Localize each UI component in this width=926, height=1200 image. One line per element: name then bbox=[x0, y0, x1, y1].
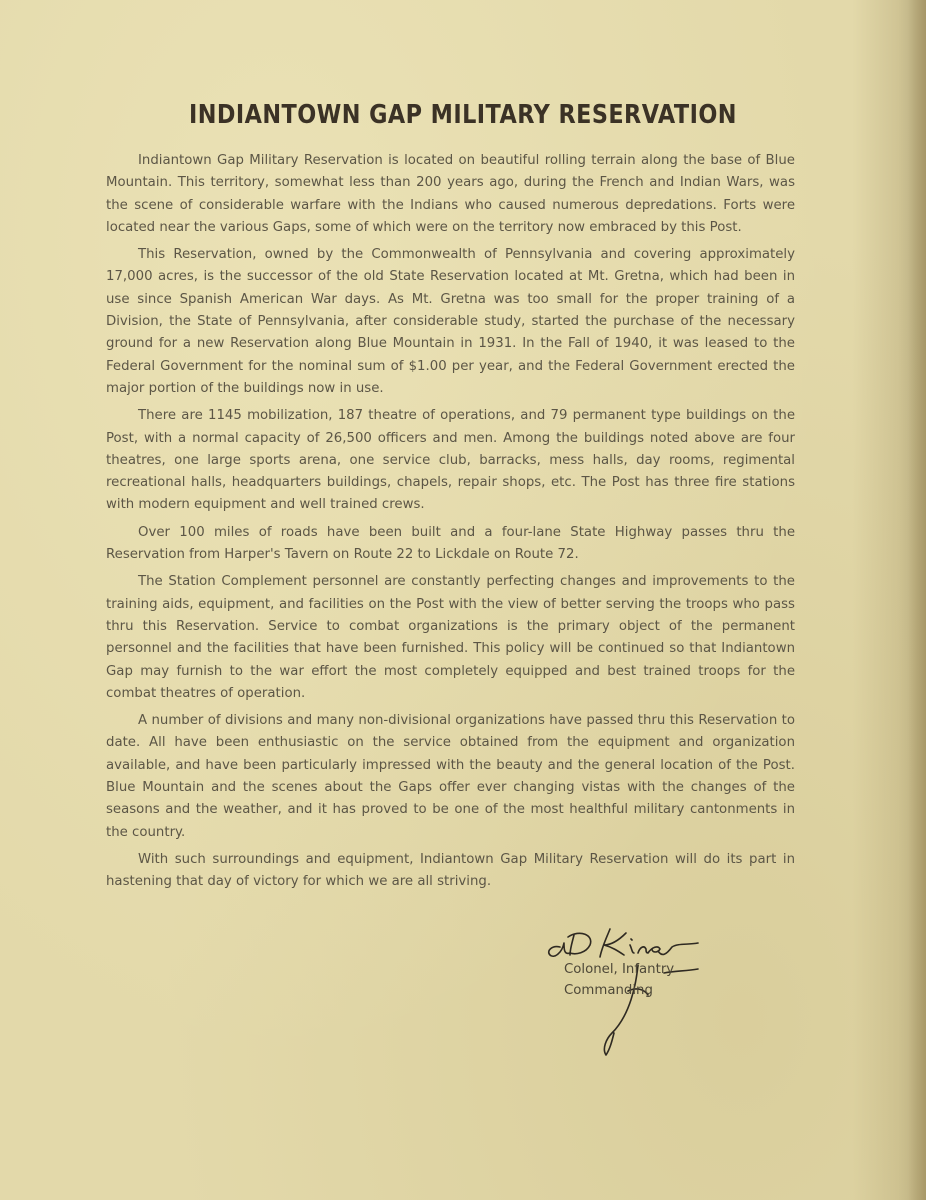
paragraph-buildings: There are 1145 mobilization, 187 theatre of operations, and 79 permanent type buildings on the Post, with a normal capacity of 26,500 officers and men. Among the buildings noted above are four theatres, one large sports arena, one service club, barracks, mess halls, day rooms, regimental recreational halls, headquarters buildings, chapels, repair shops, etc. The Post has three fire stations with modern equipment and well trained crews. bbox=[106, 408, 795, 513]
document-body bbox=[106, 150, 795, 899]
paragraph-closing: With such surroundings and equipment, Indiantown Gap Military Reservation will do its part in hastening that day of victory for which we are all striving. bbox=[106, 851, 795, 890]
paragraph-roads: Over 100 miles of roads have been built and a four-lane State Highway passes thru the Reservation from Harper's Tavern on Route 22 to Lickdale on Route 72. bbox=[106, 524, 795, 563]
signature-role: Commanding bbox=[564, 983, 653, 998]
signature-rank: Colonel, Infantry bbox=[564, 962, 675, 977]
paragraph-personnel: The Station Complement personnel are constantly perfecting changes and improvements to the training aids, equipment, and facilities on the Post with the view of better serving the troops who pass thru this Reservation. Service to combat organizations is the primary object of the permanent personnel and the facilities that have been furnished. This policy will be continued so that Indiantown Gap may furnish to the war effort the most completely equipped and best trained troops for the combat theatres of operation. bbox=[106, 574, 795, 701]
page-edge-shadow bbox=[908, 0, 926, 1200]
document-title: INDIANTOWN GAP MILITARY RESERVATION bbox=[189, 100, 737, 130]
paragraph-history: Indiantown Gap Military Reservation is located on beautiful rolling terrain along the base of Blue Mountain. This territory, somewhat less than 200 years ago, during the French and Indian Wars, was the scene of considerable warfare with the Indians who caused numerous depredations. Forts were located near the various Gaps, some of which were on the territory now embraced by this Post. bbox=[106, 153, 795, 235]
paragraph-ownership: This Reservation, owned by the Commonwealth of Pennsylvania and covering approximately 17,000 acres, is the successor of the old State Reservation located at Mt. Gretna, which had been in use since Spanish American War days. As Mt. Gretna was too small for the proper training of a Division, the State of Pennsylvania, after considerable study, started the purchase of the necessary ground for a new Reservation along Blue Mountain in 1931. In the Fall of 1940, it was leased to the Federal Government for the nominal sum of $1.00 per year, and the Federal Government erected the major portion of the buildings now in use. bbox=[106, 247, 795, 396]
signature-block bbox=[540, 915, 760, 1065]
paragraph-divisions: A number of divisions and many non-divisional organizations have passed thru this Reservation to date. All have been enthusiastic on the service obtained from the equipment and organization available, and have been particularly impressed with the beauty and the general location of the Post. Blue Mountain and the scenes about the Gaps offer ever changing vistas with the changes of the seasons and the weather, and it has proved to be one of the most healthful military cantonments in the country. bbox=[106, 713, 795, 840]
